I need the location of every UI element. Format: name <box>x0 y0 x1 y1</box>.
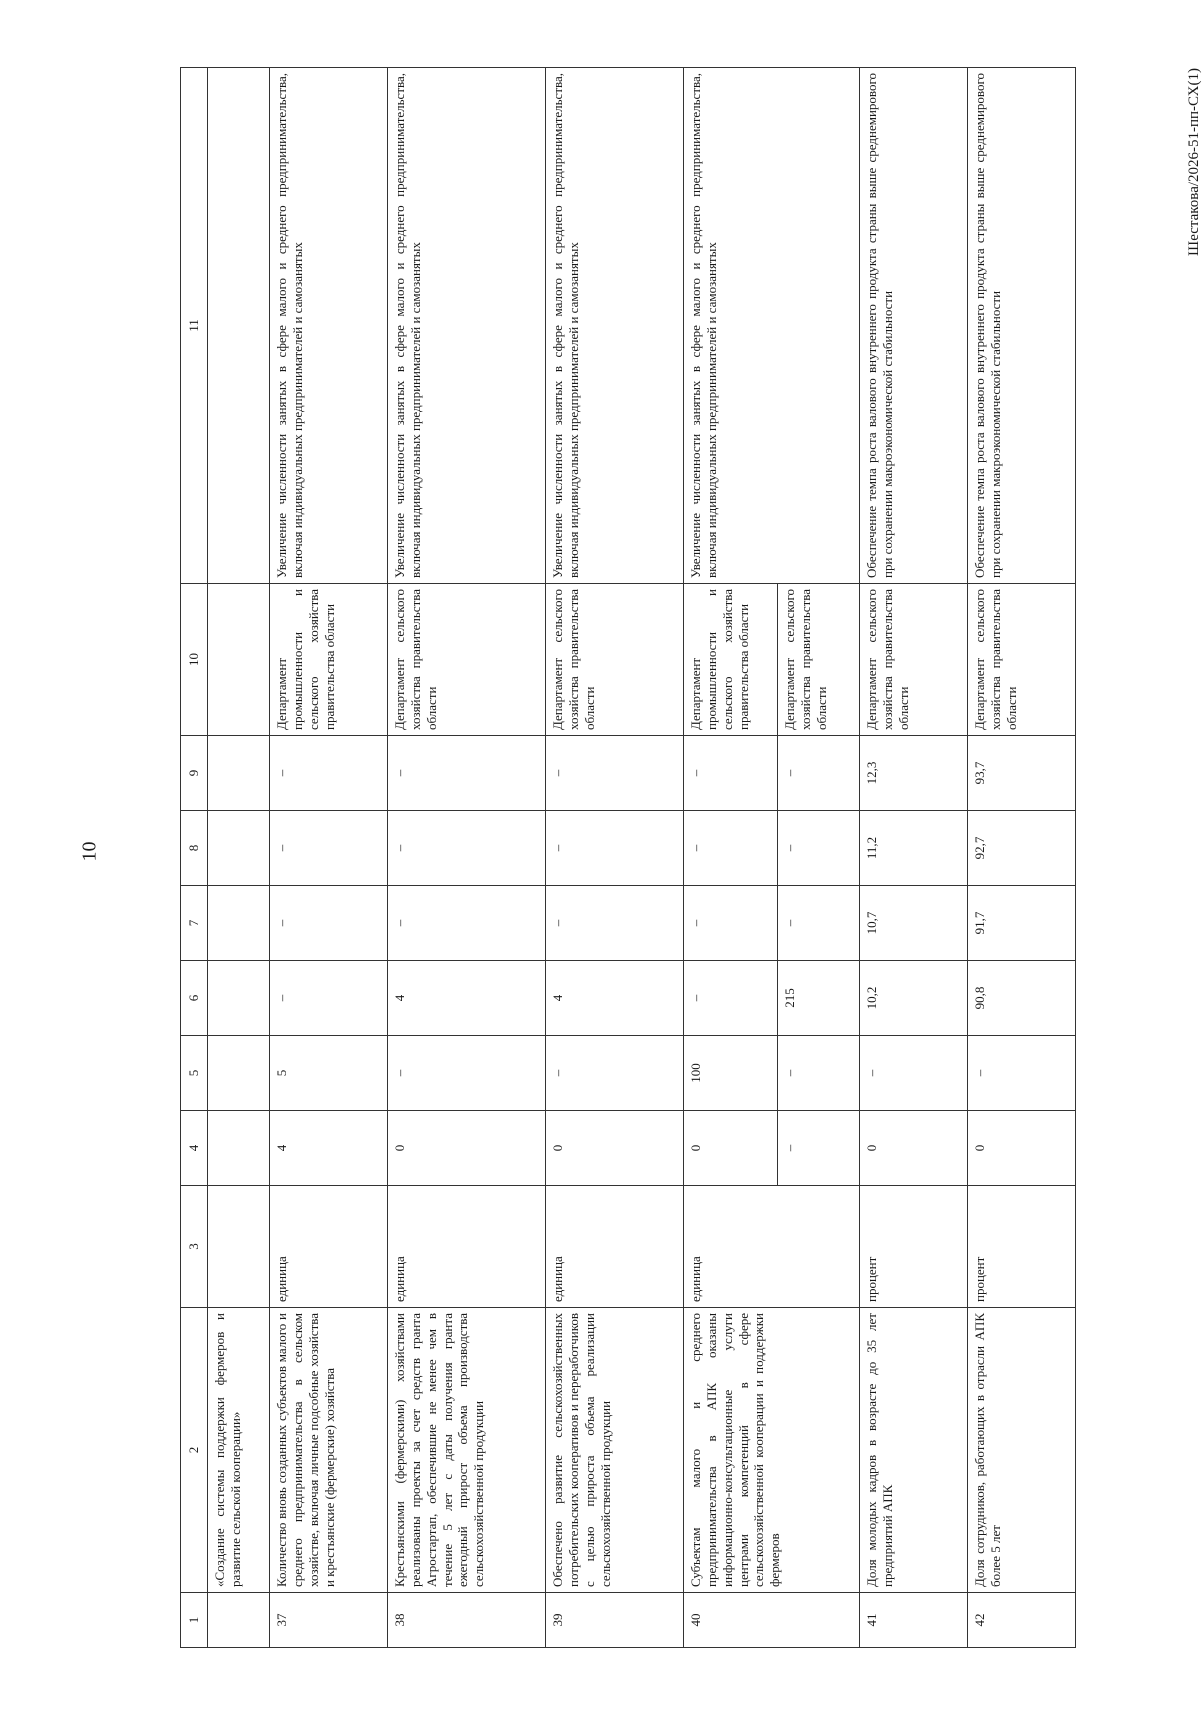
value-cell: – <box>270 886 388 961</box>
value-cell: – <box>546 736 684 811</box>
value-cell: 90,8 <box>968 961 1076 1036</box>
table-row <box>968 68 1076 1648</box>
row-number: 37 <box>270 1593 388 1648</box>
section-empty-cell <box>208 736 270 811</box>
section-empty-cell <box>208 1036 270 1111</box>
column-number: 4 <box>181 1111 208 1186</box>
column-number: 11 <box>181 68 208 584</box>
section-empty-cell <box>208 584 270 736</box>
responsible-cell: Департамент сельского хозяйства правительства области <box>388 584 546 736</box>
section-empty-cell <box>208 1186 270 1308</box>
row-number: 38 <box>388 1593 546 1648</box>
responsible-cell: Департамент сельского хозяйства правительства области <box>546 584 684 736</box>
indicator-name: Субъектам малого и среднего предпринимательства в АПК оказаны информационно-консультационные услуги центрами компетенций в сфере сельскохозяйственной кооперации и поддержки фермеров <box>684 1308 860 1593</box>
value-cell: – <box>684 886 778 961</box>
column-number-row <box>181 68 208 1648</box>
responsible-cell: Департамент промышленности и сельского хозяйства правительства области <box>684 584 778 736</box>
value-cell: 0 <box>860 1111 968 1186</box>
value-cell: – <box>778 1111 860 1186</box>
row-number: 40 <box>684 1593 860 1648</box>
value-cell: 4 <box>546 961 684 1036</box>
value-cell: 0 <box>546 1111 684 1186</box>
value-cell: – <box>778 1036 860 1111</box>
value-cell: – <box>778 811 860 886</box>
indicator-name: Обеспечено развитие сельскохозяйственных потребительских кооперативов и переработчиков с целью прироста объема реализации сельскохозяйственной продукции <box>546 1308 684 1593</box>
value-cell: 91,7 <box>968 886 1076 961</box>
result-cell: Обеспечение темпа роста валового внутреннего продукта страны выше среднемирового при сохранении макроэкономической стабильности <box>860 68 968 584</box>
column-number: 1 <box>181 1593 208 1648</box>
value-cell: 0 <box>388 1111 546 1186</box>
rotated-table-area <box>180 68 1202 1648</box>
value-cell: 93,7 <box>968 736 1076 811</box>
value-cell: 5 <box>270 1036 388 1111</box>
result-cell: Увеличение численности занятых в сфере малого и среднего предпринимательства, включая индивидуальных предпринимателей и самозанятых <box>684 68 860 584</box>
value-cell: – <box>546 886 684 961</box>
value-cell: – <box>388 811 546 886</box>
row-number: 41 <box>860 1593 968 1648</box>
table-row <box>270 68 388 1648</box>
column-number: 5 <box>181 1036 208 1111</box>
unit-cell: процент <box>968 1186 1076 1308</box>
row-number: 42 <box>968 1593 1076 1648</box>
row-number: 39 <box>546 1593 684 1648</box>
column-number: 8 <box>181 811 208 886</box>
table-row <box>684 68 778 1648</box>
value-cell: – <box>968 1036 1076 1111</box>
value-cell: – <box>860 1036 968 1111</box>
value-cell: – <box>388 736 546 811</box>
value-cell: – <box>270 961 388 1036</box>
responsible-cell: Департамент промышленности и сельского хозяйства правительства области <box>270 584 388 736</box>
column-number: 6 <box>181 961 208 1036</box>
value-cell: – <box>270 811 388 886</box>
value-cell: 10,2 <box>860 961 968 1036</box>
table-row <box>388 68 546 1648</box>
value-cell: – <box>270 736 388 811</box>
value-cell: – <box>778 886 860 961</box>
value-cell: 215 <box>778 961 860 1036</box>
value-cell: 0 <box>684 1111 778 1186</box>
value-cell: – <box>684 961 778 1036</box>
value-cell: 11,2 <box>860 811 968 886</box>
value-cell: 100 <box>684 1036 778 1111</box>
section-title: «Создание системы поддержки фермеров и развитие сельской кооперации» <box>208 1308 270 1593</box>
unit-cell: процент <box>860 1186 968 1308</box>
responsible-cell: Департамент сельского хозяйства правительства области <box>968 584 1076 736</box>
section-empty-cell <box>208 961 270 1036</box>
document-code: Шестакова/2026-51-пп-СХ(1) <box>1186 68 1202 256</box>
value-cell: 92,7 <box>968 811 1076 886</box>
section-empty-cell <box>208 68 270 584</box>
unit-cell: единица <box>270 1186 388 1308</box>
column-number: 9 <box>181 736 208 811</box>
section-empty-cell <box>208 1593 270 1648</box>
value-cell: – <box>546 1036 684 1111</box>
column-number: 3 <box>181 1186 208 1308</box>
result-cell: Обеспечение темпа роста валового внутреннего продукта страны выше среднемирового при сохранении макроэкономической стабильности <box>968 68 1076 584</box>
value-cell: 4 <box>388 961 546 1036</box>
section-empty-cell <box>208 1111 270 1186</box>
value-cell: – <box>388 886 546 961</box>
section-row <box>208 68 270 1648</box>
indicator-name: Крестьянскими (фермерскими) хозяйствами реализованы проекты за счет средств гранта Агростартап, обеспечившие не менее чем в течение 5 лет с даты получения гранта ежегодный прирост объема производства сельскохозяйственной продукции <box>388 1308 546 1593</box>
value-cell: 10,7 <box>860 886 968 961</box>
unit-cell: единица <box>388 1186 546 1308</box>
value-cell: – <box>684 736 778 811</box>
responsible-cell: Департамент сельского хозяйства правительства области <box>860 584 968 736</box>
page-number: 10 <box>78 841 101 862</box>
unit-cell: единица <box>684 1186 860 1308</box>
indicators-table <box>180 67 1076 1648</box>
value-cell: – <box>388 1036 546 1111</box>
column-number: 2 <box>181 1308 208 1593</box>
indicator-name: Доля сотрудников, работающих в отрасли АПК более 5 лет <box>968 1308 1076 1593</box>
column-number: 7 <box>181 886 208 961</box>
table-row <box>860 68 968 1648</box>
indicator-name: Количество вновь созданных субъектов малого и среднего предпринимательства в сельском хозяйстве, включая личные подсобные хозяйства и крестьянские (фермерские) хозяйства <box>270 1308 388 1593</box>
section-empty-cell <box>208 886 270 961</box>
unit-cell: единица <box>546 1186 684 1308</box>
responsible-cell: Департамент сельского хозяйства правительства области <box>778 584 860 736</box>
column-number: 10 <box>181 584 208 736</box>
result-cell: Увеличение численности занятых в сфере малого и среднего предпринимательства, включая индивидуальных предпринимателей и самозанятых <box>546 68 684 584</box>
result-cell: Увеличение численности занятых в сфере малого и среднего предпринимательства, включая индивидуальных предпринимателей и самозанятых <box>270 68 388 584</box>
table-row <box>546 68 684 1648</box>
value-cell: – <box>778 736 860 811</box>
result-cell: Увеличение численности занятых в сфере малого и среднего предпринимательства, включая индивидуальных предпринимателей и самозанятых <box>388 68 546 584</box>
value-cell: – <box>684 811 778 886</box>
value-cell: 0 <box>968 1111 1076 1186</box>
section-empty-cell <box>208 811 270 886</box>
value-cell: – <box>546 811 684 886</box>
value-cell: 4 <box>270 1111 388 1186</box>
indicator-name: Доля молодых кадров в возрасте до 35 лет предприятий АПК <box>860 1308 968 1593</box>
value-cell: 12,3 <box>860 736 968 811</box>
